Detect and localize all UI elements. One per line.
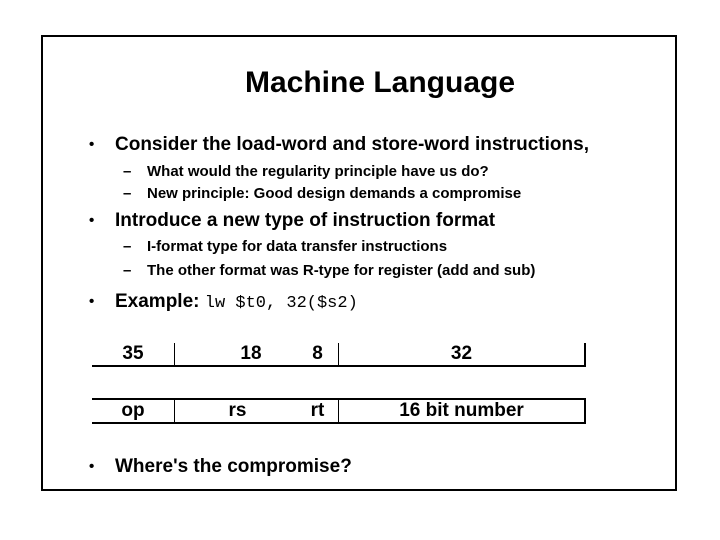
sub-bullet-4 bbox=[123, 261, 536, 281]
bullet-1-text: Consider the load-word and store-word instructions, bbox=[115, 134, 589, 155]
bullet-2 bbox=[89, 209, 496, 233]
format-value-rs: 18 bbox=[240, 343, 262, 364]
slide-title: Machine Language bbox=[244, 66, 516, 99]
bullet-3 bbox=[89, 290, 358, 316]
bullet-3-text: Example: bbox=[115, 291, 200, 312]
format-field-rt: rt bbox=[297, 400, 339, 424]
sub-bullet-4-text: The other format was R-type for register (add and sub) bbox=[147, 262, 536, 279]
sub-bullet-2-text: New principle: Good design demands a compromise bbox=[147, 185, 522, 202]
bullet-4-text: Where's the compromise? bbox=[115, 456, 352, 477]
format-field-rs: rs bbox=[228, 400, 247, 421]
sub-bullet-3 bbox=[123, 237, 448, 257]
format-value-imm: 32 bbox=[339, 343, 586, 367]
sub-bullet-1-text: What would the regularity principle have us do? bbox=[147, 163, 489, 180]
sub-bullet-2 bbox=[123, 184, 522, 204]
dash: – bbox=[123, 262, 132, 279]
bullet-1 bbox=[89, 133, 589, 157]
format-values-row bbox=[92, 343, 586, 367]
dash: – bbox=[123, 238, 132, 255]
bullet-dot: • bbox=[89, 293, 95, 310]
format-fields-row bbox=[92, 398, 586, 424]
bullet-2-text: Introduce a new type of instruction format bbox=[115, 210, 496, 231]
sub-bullet-1 bbox=[123, 162, 489, 182]
format-value-rt: 8 bbox=[297, 343, 339, 367]
format-value-op: 35 bbox=[92, 343, 175, 367]
bullet-4 bbox=[89, 455, 352, 479]
dash: – bbox=[123, 163, 132, 180]
bullet-dot: • bbox=[89, 458, 95, 475]
format-field-op: op bbox=[92, 400, 175, 424]
format-field-imm: 16 bit number bbox=[339, 400, 586, 424]
dash: – bbox=[123, 185, 132, 202]
bullet-dot: • bbox=[89, 136, 95, 153]
sub-bullet-3-text: I-format type for data transfer instructions bbox=[147, 238, 448, 255]
bullet-dot: • bbox=[89, 212, 95, 229]
example-code: lw $t0, 32($s2) bbox=[204, 294, 358, 313]
